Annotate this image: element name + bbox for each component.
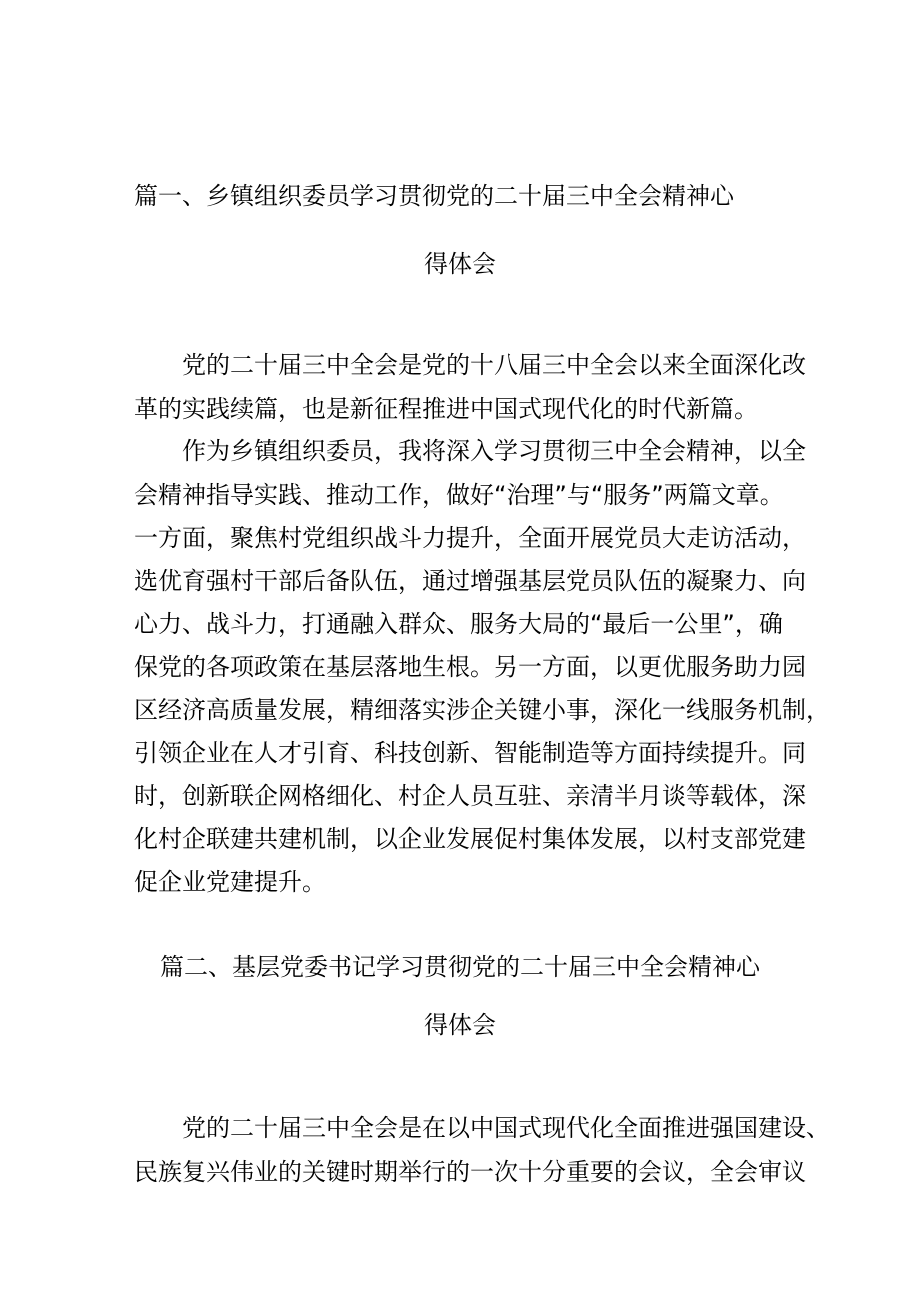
section-1-paragraph-2-line-3: 一方面，聚焦村党组织战斗力提升，全面开展党员大走访活动， xyxy=(134,524,806,552)
section-1-paragraph-2-line-2: 会精神指导实践、推动工作，做好“治理”与“服务”两篇文章。 xyxy=(134,481,784,509)
section-2-title-line-1: 篇二、基层党委书记学习贯彻党的二十届三中全会精神心 xyxy=(160,953,760,981)
section-2-title-line-2: 得体会 xyxy=(424,1011,496,1039)
section-1-paragraph-2-line-10: 化村企联建共建机制，以企业发展促村集体发展，以村支部党建 xyxy=(134,825,806,853)
section-1-paragraph-2-line-4: 选优育强村干部后备队伍，通过增强基层党员队伍的凝聚力、向 xyxy=(134,567,806,595)
section-1-paragraph-2-line-11: 促企业党建提升。 xyxy=(134,868,326,896)
section-2-paragraph-1-line-2: 民族复兴伟业的关键时期举行的一次十分重要的会议，全会审议 xyxy=(134,1158,806,1186)
section-1-paragraph-1-line-1: 党的二十届三中全会是党的十八届三中全会以来全面深化改 xyxy=(182,351,806,379)
section-1-paragraph-2-line-8: 引领企业在人才引育、科技创新、智能制造等方面持续提升。同 xyxy=(134,739,806,767)
section-1-title-line-1: 篇一、乡镇组织委员学习贯彻党的二十届三中全会精神心 xyxy=(134,182,734,210)
section-1-paragraph-2-line-5: 心力、战斗力，打通融入群众、服务大局的“最后一公里”，确 xyxy=(134,610,783,638)
section-1-paragraph-2-line-6: 保党的各项政策在基层落地生根。另一方面，以更优服务助力园 xyxy=(134,653,806,681)
section-1-paragraph-2-line-7: 区经济高质量发展，精细落实涉企关键小事，深化一线服务机制， xyxy=(134,696,830,724)
section-2-paragraph-1-line-1: 党的二十届三中全会是在以中国式现代化全面推进强国建设、 xyxy=(182,1114,830,1142)
section-1-paragraph-2-line-1: 作为乡镇组织委员，我将深入学习贯彻三中全会精神，以全 xyxy=(182,437,806,465)
section-1-title-line-2: 得体会 xyxy=(424,250,496,278)
section-1-paragraph-1-line-2: 革的实践续篇，也是新征程推进中国式现代化的时代新篇。 xyxy=(134,395,758,423)
section-1-paragraph-2-line-9: 时，创新联企网格细化、村企人员互驻、亲清半月谈等载体，深 xyxy=(134,782,806,810)
